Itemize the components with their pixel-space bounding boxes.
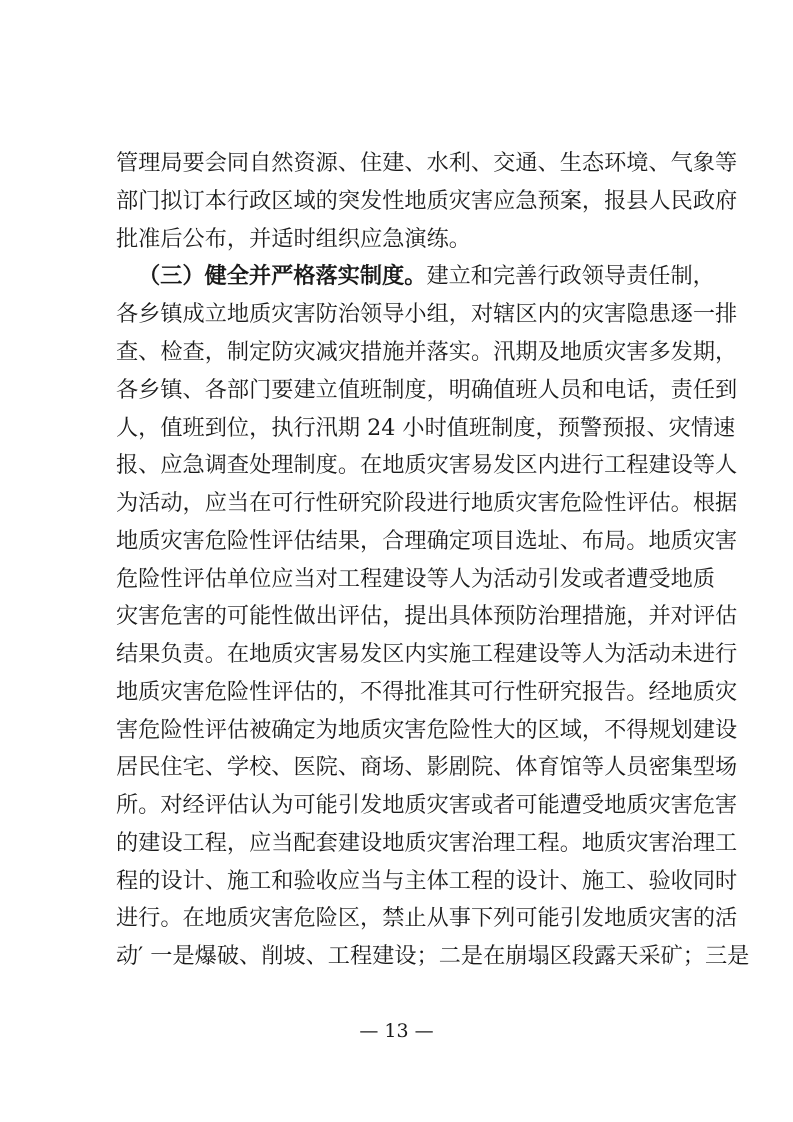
body-line: 人，值班到位，执行汛期 24 小时值班制度，预警预报、灾情速: [116, 415, 736, 441]
body-line: 动′ 一是爆破、削坡、工程建设；二是在崩塌区段露天采矿；三是: [116, 943, 750, 969]
body-line: 管理局要会同自然资源、住建、水利、交通、生态环境、气象等: [116, 150, 738, 176]
body-line: 各乡镇成立地质灾害防治领导小组，对辖区内的灾害隐患逐一排: [116, 301, 738, 327]
body-line: 程的设计、施工和验收应当与主体工程的设计、施工、验收同时: [116, 868, 738, 894]
section-paragraph-first-line: [138, 258, 715, 294]
body-line: 结果负责。在地质灾害易发区内实施工程建设等人为活动未进行: [116, 641, 738, 667]
page-number: — 13 —: [359, 1020, 434, 1042]
section-heading: （三）健全并严格落实制度。: [138, 263, 427, 289]
body-line: 的建设工程，应当配套建设地质灾害治理工程。地质灾害治理工: [116, 830, 738, 856]
body-line: 查、检查，制定防灾减灾措施并落实。汛期及地质灾害多发期，: [116, 339, 738, 365]
body-line: 进行。在地质灾害危险区，禁止从事下列可能引发地质灾害的活: [116, 905, 738, 931]
body-line: 地质灾害危险性评估结果，合理确定项目选址、布局。地质灾害: [116, 528, 738, 554]
body-line: 为活动，应当在可行性研究阶段进行地质灾害危险性评估。根据: [116, 490, 738, 516]
body-line: 部门拟订本行政区域的突发性地质灾害应急预案，报县人民政府: [116, 188, 738, 214]
body-line: 所。对经评估认为可能引发地质灾害或者可能遭受地质灾害危害: [116, 792, 738, 818]
body-text: 建立和完善行政领导责任制，: [426, 263, 715, 289]
body-line: 报、应急调查处理制度。在地质灾害易发区内进行工程建设等人: [116, 452, 738, 478]
body-line: 各乡镇、各部门要建立值班制度，明确值班人员和电话，责任到: [116, 377, 738, 403]
body-line: 批准后公布，并适时组织应急演练。: [116, 226, 471, 252]
body-line: 居民住宅、学校、医院、商场、影剧院、体育馆等人员密集型场: [116, 754, 738, 780]
body-line: 地质灾害危险性评估的，不得批准其可行性研究报告。经地质灾: [116, 679, 738, 705]
body-line: 害危险性评估被确定为地质灾害危险性大的区域，不得规划建设: [116, 717, 738, 743]
body-line: 灾害危害的可能性做出评估，提出具体预防治理措施，并对评估: [116, 603, 738, 629]
body-line: 危险性评估单位应当对工程建设等人为活动引发或者遭受地质: [116, 566, 716, 592]
